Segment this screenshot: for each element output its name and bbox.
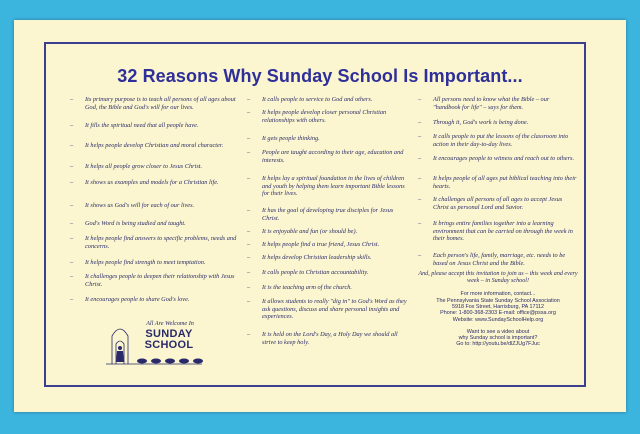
reason-item <box>247 228 412 236</box>
reason-item <box>247 269 412 277</box>
reason-item <box>247 284 412 292</box>
invitation-text: And, please accept this invitation to join us – this week and every week – in Sunday school! <box>418 271 578 285</box>
bullet-dash: – <box>70 163 74 170</box>
reason-item <box>247 96 412 104</box>
bullet-dash: – <box>418 155 422 162</box>
reason-item <box>70 96 238 111</box>
page-title: 32 Reasons Why Sunday School Is Important... <box>117 66 523 86</box>
reason-text: It helps people find answers to specific problems, needs and concerns. <box>85 235 237 250</box>
bullet-dash: – <box>70 259 74 266</box>
bullet-dash: – <box>418 133 422 140</box>
reason-text: All persons need to know what the Bible – our "handbook for life" – says for them. <box>433 96 550 111</box>
bullet-dash: – <box>70 235 74 242</box>
bullet-dash: – <box>418 96 422 103</box>
reason-item <box>247 331 412 346</box>
reason-text: It helps people of all ages put biblical teaching into their hearts. <box>433 175 577 190</box>
reason-text: It is enjoyable and fun (or should be). <box>262 228 358 235</box>
reason-text: God's Word is being studied and taught. <box>85 220 186 227</box>
reason-item <box>418 252 578 267</box>
reason-item <box>247 109 412 124</box>
bullet-dash: – <box>247 331 251 338</box>
sheep-icon <box>137 359 147 364</box>
reason-text: It brings entire families together into a learning environment that can be carried on through the week in their homes. <box>433 220 573 243</box>
bullet-dash: – <box>247 284 251 291</box>
reason-text: Through it, God's work is being done. <box>433 119 529 126</box>
bullet-dash: – <box>70 296 74 303</box>
bullet-dash: – <box>70 202 74 209</box>
bullet-dash: – <box>418 252 422 259</box>
reason-item <box>418 119 578 127</box>
reason-item <box>247 298 412 321</box>
reason-text: It shows us God's will for each of our lives. <box>85 202 195 209</box>
bullet-dash: – <box>247 207 251 214</box>
reason-text: It helps all people grow closer to Jesus Christ. <box>85 163 203 170</box>
reason-item <box>247 207 412 222</box>
bullet-dash: – <box>247 241 251 248</box>
reason-text: It is held on the Lord's Day, a Holy Day we should all strive to keep holy. <box>262 331 398 346</box>
video-link[interactable]: Go to: http://youtu.be/dlZJUg7FJuc <box>456 341 540 348</box>
bullet-dash: – <box>418 175 422 182</box>
reason-text: Each person's life, family, marriage, etc. needs to be based on Jesus Christ and the Bible. <box>433 252 566 267</box>
reason-text: It challenges all persons of all ages to accept Jesus Christ as personal Lord and Savior. <box>433 196 563 211</box>
reason-item <box>247 135 412 143</box>
reason-text: It calls people to Christian accountability. <box>262 269 369 276</box>
reason-item <box>70 259 238 267</box>
bullet-dash: – <box>247 109 251 116</box>
website-link[interactable]: Website: www.SundaySchoolHelp.org <box>452 316 544 323</box>
reason-item <box>418 133 578 148</box>
reason-item <box>418 96 578 111</box>
bullet-dash: – <box>418 220 422 227</box>
reason-text: It gets people thinking. <box>262 135 320 142</box>
bullet-dash: – <box>70 220 74 227</box>
organization-name: The Pennsylvania State Sunday School Association <box>436 297 560 304</box>
reason-item <box>247 254 412 262</box>
bullet-dash: – <box>247 298 251 305</box>
bullet-dash: – <box>247 254 251 261</box>
reason-item <box>70 202 238 210</box>
reason-text: It calls people to service to God and others. <box>262 96 373 103</box>
reason-item <box>418 175 578 190</box>
reason-item <box>247 175 412 198</box>
bullet-dash: – <box>247 96 251 103</box>
reason-text: It helps people find a true friend, Jesus Christ. <box>262 241 380 248</box>
reason-text: It helps people develop Christian and moral character. <box>85 142 224 149</box>
shepherd-icon <box>118 346 122 350</box>
bullet-dash: – <box>418 119 422 126</box>
reason-text: It shows us examples and models for a Christian life. <box>85 179 219 186</box>
reason-item <box>247 241 412 249</box>
reason-text: It helps develop Christian leadership skills. <box>262 254 372 261</box>
bullet-dash: – <box>247 149 251 156</box>
reason-item <box>247 149 412 164</box>
reason-text: It calls people to put the lessons of the classroom into action in their day-to-day lives. <box>433 133 569 148</box>
reason-item <box>70 122 238 130</box>
reason-item <box>70 273 238 288</box>
info-heading: For more information, contact... <box>460 291 536 298</box>
reason-text: It helps people develop closer personal Christian relationships with others. <box>262 109 387 124</box>
contact-footer <box>418 271 578 348</box>
reason-text: People are taught according to their age, education and interests. <box>262 149 404 164</box>
reason-item <box>418 196 578 211</box>
reason-item <box>70 235 238 250</box>
bullet-dash: – <box>70 142 74 149</box>
bullet-dash: – <box>247 175 251 182</box>
reason-item <box>70 163 238 171</box>
reason-text: It helps people find strength to meet temptation. <box>85 259 206 266</box>
reason-text: It has the goal of developing true disciples for Jesus Christ. <box>262 207 394 222</box>
reason-text: It helps lay a spiritual foundation in the lives of children and youth by helping them learn important Bible lessons for their lives. <box>262 175 405 198</box>
bullet-dash: – <box>70 96 74 103</box>
reason-text: It encourages people to witness and reach out to others. <box>433 155 575 162</box>
reason-text: It encourages people to share God's love. <box>85 296 190 303</box>
reason-item <box>70 142 238 150</box>
bullet-dash: – <box>247 269 251 276</box>
phone-email: Phone: 1-800-368-2303 E-mail: office@pssa.org <box>440 310 556 317</box>
reason-text: It challenges people to deepen their relationship with Jesus Christ. <box>85 273 235 288</box>
bullet-dash: – <box>70 122 74 129</box>
bullet-dash: – <box>247 228 251 235</box>
reason-item <box>70 220 238 228</box>
reason-text: It is the teaching arm of the church. <box>262 284 353 291</box>
logo-word-sunday: SUNDAY <box>145 328 193 340</box>
reason-item <box>418 220 578 243</box>
video-question-2: why Sunday school is important? <box>458 335 538 342</box>
reason-text: Its primary purpose is to teach all persons of all ages about God, the Bible and God's will for our lives. <box>85 96 236 111</box>
bullet-dash: – <box>418 196 422 203</box>
bullet-dash: – <box>70 179 74 186</box>
reason-text: It fills the spiritual need that all people have. <box>85 122 199 129</box>
address: 5918 Fox Street, Harrisburg, PA 17112 <box>451 304 545 310</box>
bullet-dash: – <box>247 135 251 142</box>
reason-item <box>70 296 238 304</box>
bullet-dash: – <box>70 273 74 280</box>
reason-item <box>70 179 238 187</box>
reason-text: It allows students to really "dig in" to God's Word as they ask questions, discuss and share personal insights and experiences. <box>262 298 407 321</box>
reason-item <box>418 155 578 163</box>
logo-word-school: SCHOOL <box>144 339 194 351</box>
logo-tagline: All Are Welcome In <box>146 320 194 327</box>
video-question-1: Want to see a video about <box>466 328 530 335</box>
